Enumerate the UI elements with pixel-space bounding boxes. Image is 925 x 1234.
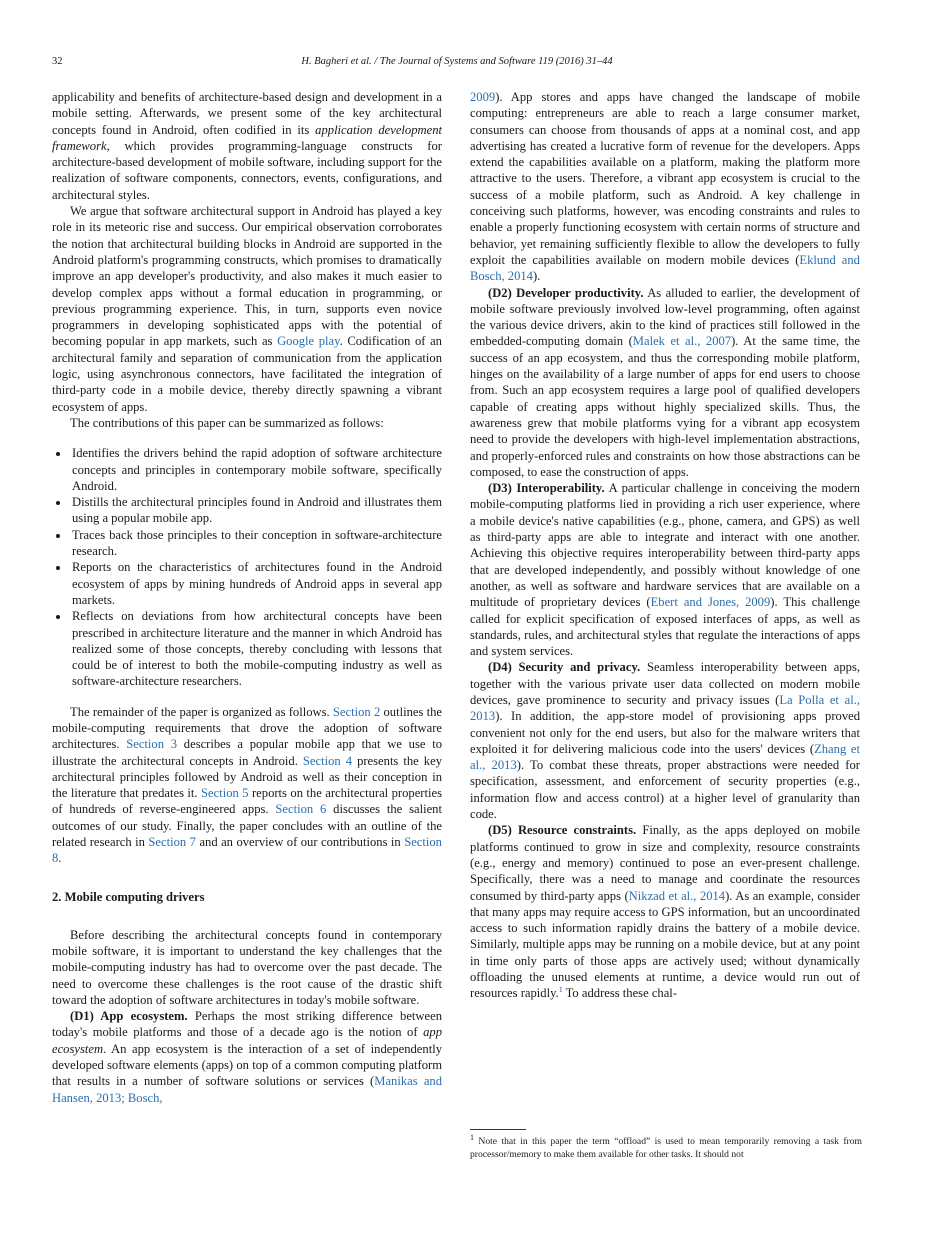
google-play-link[interactable]: Google play	[277, 334, 340, 349]
list-item: • Reflects on deviations from how architectural concepts have been prescribed in architecture literature and the manner in which Android has realized some of those concepts, thereby concluding with lessons that could be of interest to both the mobile-computing industry as well as software-architecture researchers.	[70, 608, 442, 689]
list-item: • Distills the architectural principles found in Android and illustrates them using a popular mobile app.	[70, 494, 442, 527]
section-8-link[interactable]: Section 8	[52, 835, 442, 866]
paragraph-drivers-intro: Before describing the architectural concepts found in contemporary mobile software, it is important to understand the key challenges that the mobile-computing industry has had to overcome over the past decade. The need to overcome these challenges is the root cause of the drastic shift toward the adoption of software architectures in today's mobile software.	[52, 927, 442, 1007]
list-item: • Traces back those principles to their conception in software-architecture research.	[70, 527, 442, 560]
d4-label: (D4) Security and privacy.	[488, 660, 641, 675]
d2-label: (D2) Developer productivity.	[488, 285, 644, 300]
footnote: $^1$ Note that in this paper the term “offload” is used to mean temporarily removing a task from processor/memory to make them available for other tasks. It should not	[470, 1132, 862, 1160]
citation-link[interactable]: Eklund and Bosch, 2014	[470, 252, 860, 284]
page-header	[52, 56, 862, 72]
paragraph-d2: (D2) Developer productivity. As alluded to earlier, the development of mobile software previously involved low-level programming, often against the various device drivers, akin to the kind of practices still followed in the embedded-computing domain (Malek et al., 2007). At the same time, the success of an app ecosystem, and thus the corresponding mobile platform, hinges on the availability of a large number of apps for end users to choose from. Such an app ecosystem requires a large pool of qualified developers capable of creating apps without highly specialized skills. Thus, the awareness grew that mobile platforms vying for a vibrant app ecosystem need to provide the developers with high-level implementation abstractions, and properly-enforced rules and constraints on how those abstractions can be composed, to ease the construction of apps.	[470, 285, 860, 479]
citation-link[interactable]: Zhang et al., 2013	[470, 741, 860, 773]
citation-link[interactable]: Manikas and Hansen, 2013; Bosch,	[52, 1074, 443, 1105]
section-3-link[interactable]: Section 3	[126, 737, 178, 752]
section-4-link[interactable]: Section 4	[302, 753, 353, 768]
paragraph-d5: (D5) Resource constraints. Finally, as the apps deployed on mobile platforms continued to grow in size and complexity, resource constraints (e.g., energy and memory) continued to pose an ever-present challenge. Specifically, there was a need to manage and coordinate the resources consumed by third-party apps (Nikzad et al., 2014). As an example, consider that many apps may require access to GPS information, but an uncoordinated access to such information rapidly drains the battery of a mobile device. Similarly, multiple apps may be running on a mobile device, but at any point in time only parts of those apps are actively used; without dynamically offloading the unused elements at runtime, a device would run out of resources rapidly.$^1$ To address these chal-	[470, 823, 861, 1001]
footnote-marker[interactable]: 1	[558, 985, 563, 995]
citation-link[interactable]: Nikzad et al., 2014	[628, 888, 726, 903]
contributions-list	[52, 445, 442, 689]
paragraph-d1-continued: 2009). App stores and apps have changed the landscape of mobile computing: entrepreneurs are able to reach a large consumer market, consumers can choose from thousands of apps at a nominal cost, and app advertising has created a lucrative form of revenue for the developers. Apps extend the capabilities available on a platform, making the platform more attractive to the users. Therefore, a vibrant app ecosystem is crucial to the success of a mobile platform, such as Android. A key challenge in conceiving such platforms, however, was encoding constraints and rules to enable a properly functioning ecosystem with certain norms of structure and behavior, yet remaining sufficiently flexible to allow the developers to fully exploit the capabilities available on modern mobile devices (Eklund and Bosch, 2014).	[470, 90, 860, 284]
section-5-link[interactable]: Section 5	[201, 786, 249, 801]
footnote-divider	[470, 1129, 526, 1130]
right-column	[470, 89, 860, 1002]
citation-link[interactable]: La Polla et al., 2013	[470, 692, 860, 724]
left-column	[52, 89, 442, 1106]
footnote-number: 1	[470, 1132, 474, 1142]
d5-label: (D5) Resource constraints.	[488, 823, 637, 838]
page-number: 32	[52, 56, 63, 67]
citation-link[interactable]: Malek et al., 2007	[632, 334, 732, 349]
section-2-link[interactable]: Section 2	[332, 704, 381, 719]
paragraph-intro-continued: applicability and benefits of architecture-based design and development in a mobile setting. Afterwards, we present some of the key architectural concepts found in Android, often codified in its application development framework, which provides programming-language constructs for architecture-based development of mobile software, including support for the realization of software components, connectors, events, configurations, and architectural styles.	[52, 90, 443, 202]
d1-label: (D1) App ecosystem.	[70, 1009, 188, 1024]
section-7-link[interactable]: Section 7	[148, 835, 196, 850]
section-6-link[interactable]: Section 6	[275, 802, 327, 817]
citation-link[interactable]: Ebert and Jones, 2009	[650, 595, 771, 610]
paragraph-d1: (D1) App ecosystem. Perhaps the most striking difference between today's mobile platforms and those of a decade ago is the notion of app ecosystem. An app ecosystem is the interaction of a set of independently developed software elements (apps) on top of a common computing platform that results in a number of software solutions or services (Manikas and Hansen, 2013; Bosch,	[52, 1009, 443, 1105]
paragraph-argument: We argue that software architectural support in Android has played a key role in its meteoric rise and success. Our empirical observation corroborates the notion that architectural building blocks in Android are supported in the Android platform's programming constructs, which promises to dramatically improve an app developer's productivity, and also makes it much easier to develop complex apps without a formal education in programming, or previous programming experience. This, in turn, supports even novice programmers in developing sophisticated apps with the potential of becoming popular in app markets, such as Google play. Codification of an architectural family and separation of communication from the application logic, using asynchronous connectors, have facilitated the integration of third-party code in a mobile device, thereby directly spawning a vibrant ecosystem of apps.	[52, 204, 442, 414]
paragraph-contributions-intro: The contributions of this paper can be summarized as follows:	[70, 415, 384, 430]
running-head: H. Bagheri et al. / The Journal of Systems and Software 119 (2016) 31–44	[301, 56, 613, 67]
paragraph-d3: (D3) Interoperability. A particular challenge in conceiving the modern mobile-computing platforms lied in providing a rich user experience, where a mobile device's native capabilities (e.g., phone, camera, and GPS) as well as third-party apps are able to integrate and interact with one another. Achieving this objective requires interoperability between third-party apps that are developed independently, and possibly without knowledge of one another, as well as software and hardware services that are available on a multitude of proprietary devices (Ebert and Jones, 2009). This challenge called for explicit specification of exposed interfaces of apps, as well as standards, rules, and architectural styles that regulate the interactions of apps and system services.	[470, 481, 860, 659]
paragraph-organization: The remainder of the paper is organized as follows. Section 2 outlines the mobile-computing requirements that drove the adoption of software architectures. Section 3 describes a popular mobile app that we use to illustrate the architectural concepts in Android. Section 4 presents the key architectural principles followed by Android as well as their conception in the literature that predates it. Section 5 reports on the architectural properties of hundreds of reverse-engineered apps. Section 6 discusses the salient outcomes of our study. Finally, the paper concludes with an outline of the related research in Section 7 and an overview of our contributions in Section 8.	[52, 704, 443, 866]
d3-label: (D3) Interoperability.	[488, 481, 605, 496]
paragraph-d4: (D4) Security and privacy. Seamless interoperability between apps, together with the various private user data collected on modern mobile devices, gave prominence to security and privacy issues (La Polla et al., 2013). In addition, the app-store model of provisioning apps proved convenient not only for the end users, but also for the malware writers that exploited it for delivering malicious code into the users' devices (Zhang et al., 2013). To combat these threats, proper abstractions were needed for specification, assessment, and enforcement of security properties (e.g., information flow and access control) at a higher level of granularity than code.	[470, 660, 860, 822]
list-item: • Identifies the drivers behind the rapid adoption of software architecture concepts and principles in contemporary mobile software, specifically Android.	[70, 445, 442, 494]
list-item: • Reports on the characteristics of architectures found in the Android ecosystem of apps by mining hundreds of Android apps in several app markets.	[70, 559, 442, 608]
citation-link[interactable]: 2009	[470, 90, 496, 104]
section-heading: 2. Mobile computing drivers	[52, 889, 205, 904]
